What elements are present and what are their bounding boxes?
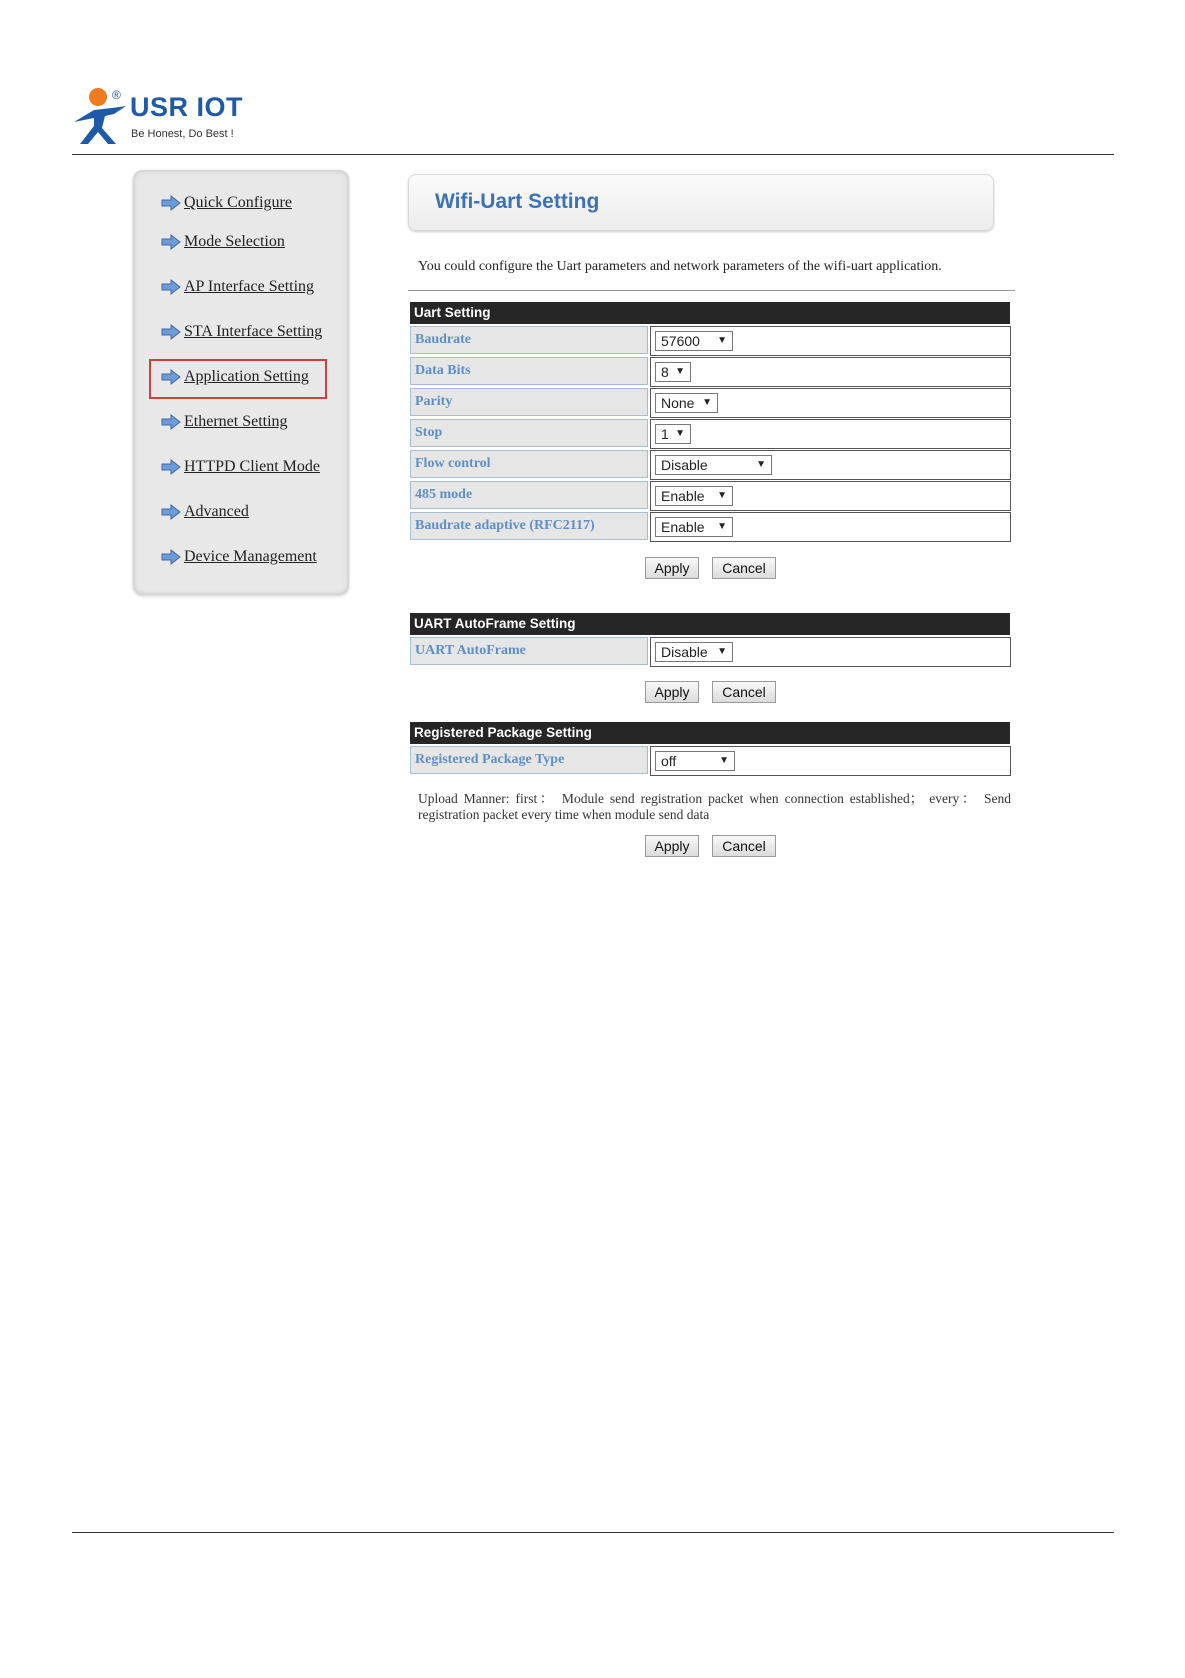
485-mode-cell xyxy=(650,481,1011,511)
baudrate-cell xyxy=(650,326,1011,356)
upload-manner-note: Upload Manner: first： Module send registration packet when connection established； every： Send registration packet every time when module send data xyxy=(418,791,1011,822)
caret-down-icon: ▼ xyxy=(719,755,729,766)
sidebar-item-label: Quick Configure xyxy=(184,194,292,211)
sidebar-item-label: Advanced xyxy=(184,503,249,520)
page-description: You could configure the Uart parameters and network parameters of the wifi-uart application. xyxy=(418,259,942,274)
sidebar-item-mode-selection[interactable] xyxy=(161,230,285,254)
caret-down-icon: ▼ xyxy=(717,490,727,501)
baudrate-value: 57600 xyxy=(661,333,700,349)
registered-package-type-label: Registered Package Type xyxy=(410,746,648,774)
arrow-right-icon xyxy=(161,549,181,565)
caret-down-icon: ▼ xyxy=(675,366,685,377)
baudrate-adaptive-label: Baudrate adaptive (RFC2117) xyxy=(410,512,648,540)
uart-setting-heading: Uart Setting xyxy=(410,302,1010,324)
sidebar-item-quick-configure[interactable] xyxy=(161,191,292,215)
arrow-right-icon xyxy=(161,504,181,520)
uart-autoframe-value: Disable xyxy=(661,644,708,660)
arrow-right-icon xyxy=(161,414,181,430)
parity-row xyxy=(410,388,1011,418)
uart-apply-button[interactable]: Apply xyxy=(645,557,699,579)
uart-autoframe-cell xyxy=(650,637,1011,667)
brand-slogan: Be Honest, Do Best ! xyxy=(131,128,234,140)
data-bits-row xyxy=(410,357,1011,387)
sidebar-item-advanced[interactable] xyxy=(161,500,249,524)
uart-autoframe-row xyxy=(410,637,1011,667)
data-bits-cell xyxy=(650,357,1011,387)
flow-control-label: Flow control xyxy=(410,450,648,478)
flow-control-select[interactable] xyxy=(655,455,772,475)
description-divider xyxy=(408,290,1015,291)
sidebar-item-label: Device Management xyxy=(184,548,317,565)
page-title: Wifi-Uart Setting xyxy=(435,190,600,213)
baudrate-row xyxy=(410,326,1011,356)
brand-name: USR IOT xyxy=(130,92,244,122)
uart-cancel-button[interactable]: Cancel xyxy=(712,557,776,579)
flow-control-cell xyxy=(650,450,1011,480)
flow-control-row xyxy=(410,450,1011,480)
arrow-right-icon xyxy=(161,459,181,475)
baudrate-adaptive-row xyxy=(410,512,1011,542)
parity-cell xyxy=(650,388,1011,418)
parity-select[interactable] xyxy=(655,393,718,413)
baudrate-select[interactable] xyxy=(655,331,733,351)
485-mode-select[interactable] xyxy=(655,486,733,506)
caret-down-icon: ▼ xyxy=(756,459,766,470)
sidebar-item-label: Application Setting xyxy=(184,368,309,385)
parity-value: None xyxy=(661,395,695,411)
baudrate-adaptive-select[interactable] xyxy=(655,517,733,537)
485-mode-value: Enable xyxy=(661,488,705,504)
arrow-right-icon xyxy=(161,195,181,211)
baudrate-adaptive-cell xyxy=(650,512,1011,542)
data-bits-value: 8 xyxy=(661,364,669,380)
sidebar-item-httpd-client-mode[interactable] xyxy=(161,455,320,479)
autoframe-setting-heading: UART AutoFrame Setting xyxy=(410,613,1010,635)
arrow-right-icon xyxy=(161,279,181,295)
registered-cancel-button[interactable]: Cancel xyxy=(712,835,776,857)
registered-package-type-row xyxy=(410,746,1011,776)
arrow-right-icon xyxy=(161,324,181,340)
registered-package-type-select[interactable] xyxy=(655,751,735,771)
uart-autoframe-label: UART AutoFrame xyxy=(410,637,648,665)
header-divider xyxy=(72,154,1114,155)
page-title-panel xyxy=(408,174,994,231)
485-mode-row xyxy=(410,481,1011,511)
caret-down-icon: ▼ xyxy=(717,521,727,532)
sidebar-item-ap-interface[interactable] xyxy=(161,275,314,299)
sidebar-item-label: STA Interface Setting xyxy=(184,323,323,340)
sidebar-item-label: Ethernet Setting xyxy=(184,413,288,430)
stop-row xyxy=(410,419,1011,449)
sidebar-item-sta-interface[interactable] xyxy=(161,320,322,344)
registered-package-heading: Registered Package Setting xyxy=(410,722,1010,744)
stop-label: Stop xyxy=(410,419,648,447)
caret-down-icon: ▼ xyxy=(717,335,727,346)
stop-value: 1 xyxy=(661,426,669,442)
caret-down-icon: ▼ xyxy=(717,646,727,657)
stop-cell xyxy=(650,419,1011,449)
stop-select[interactable] xyxy=(655,424,691,444)
registered-package-type-cell xyxy=(650,746,1011,776)
baudrate-adaptive-value: Enable xyxy=(661,519,705,535)
footer-divider xyxy=(72,1532,1114,1533)
autoframe-apply-button[interactable]: Apply xyxy=(645,681,699,703)
registered-apply-button[interactable]: Apply xyxy=(645,835,699,857)
autoframe-cancel-button[interactable]: Cancel xyxy=(712,681,776,703)
uart-autoframe-select[interactable] xyxy=(655,642,733,662)
registered-mark: ® xyxy=(112,88,121,102)
caret-down-icon: ▼ xyxy=(702,397,712,408)
data-bits-select[interactable] xyxy=(655,362,691,382)
sidebar-item-label: HTTPD Client Mode xyxy=(184,458,320,475)
sidebar-item-ethernet-setting[interactable] xyxy=(161,410,288,434)
data-bits-label: Data Bits xyxy=(410,357,648,385)
flow-control-value: Disable xyxy=(661,457,708,473)
selected-item-highlight xyxy=(149,359,327,399)
parity-label: Parity xyxy=(410,388,648,416)
arrow-right-icon xyxy=(161,234,181,250)
baudrate-label: Baudrate xyxy=(410,326,648,354)
485-mode-label: 485 mode xyxy=(410,481,648,509)
registered-package-type-value: off xyxy=(661,753,677,769)
sidebar-item-label: Mode Selection xyxy=(184,233,285,250)
caret-down-icon: ▼ xyxy=(675,428,685,439)
sidebar-item-label: AP Interface Setting xyxy=(184,278,315,295)
sidebar-item-device-management[interactable] xyxy=(161,545,317,569)
